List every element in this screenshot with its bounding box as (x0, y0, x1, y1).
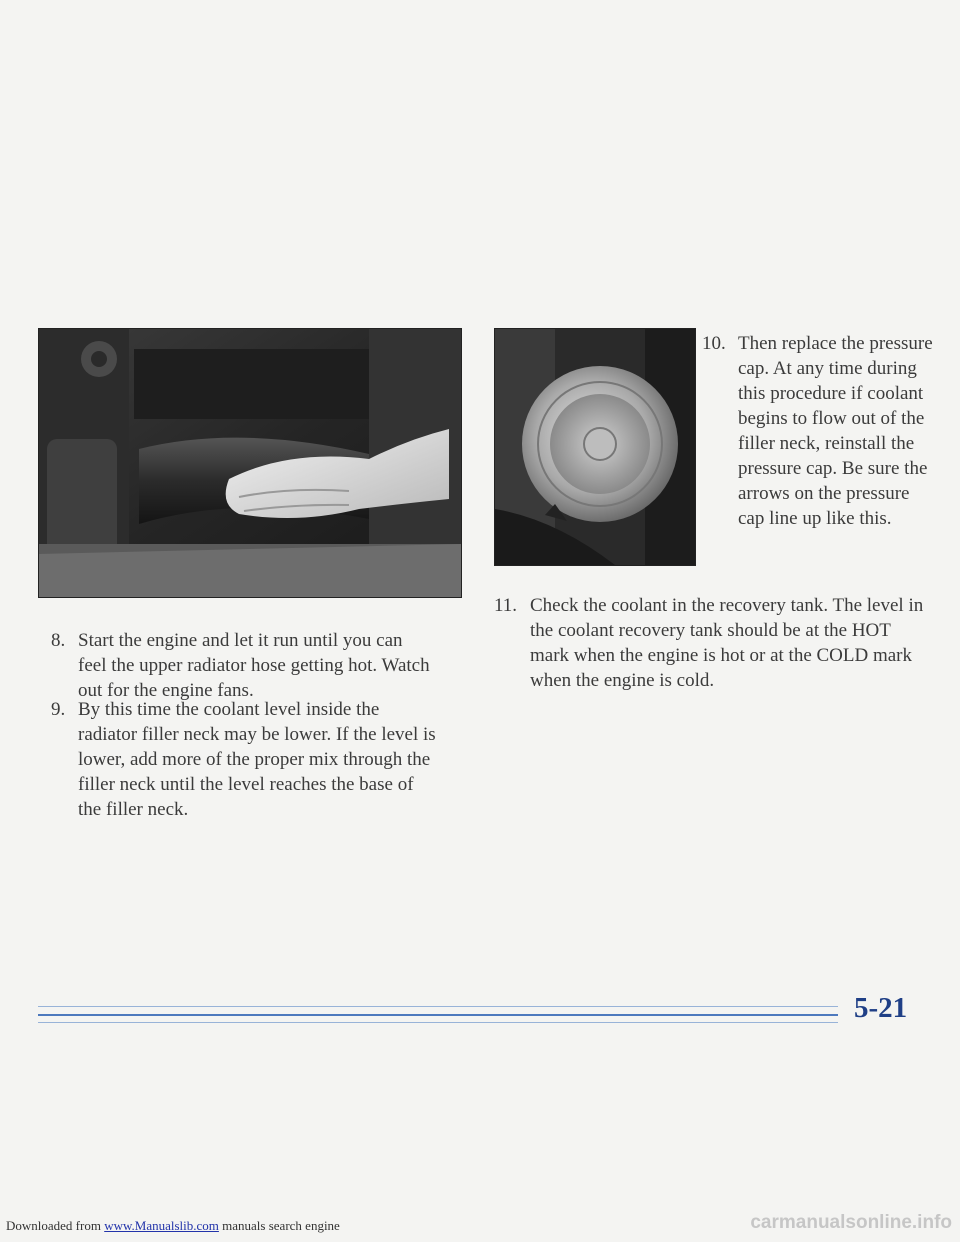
step-number: 8. (51, 630, 66, 651)
step-text: Then replace the pressure cap. At any time during this procedure if coolant begins to flow out of the filler neck, reinstall the pressure cap. Be sure the arrows on the pressure cap line up like this. (738, 333, 933, 529)
step-9 (51, 697, 436, 822)
step-number: 9. (51, 699, 66, 720)
pressure-cap-illustration (495, 329, 695, 565)
photo-hand-on-radiator-hose (38, 328, 462, 598)
step-text: Check the coolant in the recovery tank. The level in the coolant recovery tank should be at the HOT mark when the engine is hot or at the COLD mark when the engine is cold. (530, 595, 924, 691)
banner-suffix: manuals search engine (218, 1218, 340, 1233)
download-banner (6, 1218, 340, 1234)
footer-rule-bottom (38, 1022, 838, 1023)
step-10 (702, 331, 934, 531)
step-text: By this time the coolant level inside the radiator filler neck may be lower. If the level is lower, add more of the proper mix through the filler neck until the level reaches the base of the filler neck. (78, 699, 436, 820)
watermark: carmanualsonline.info (750, 1212, 952, 1233)
page-number: 5-21 (854, 992, 908, 1024)
step-11 (494, 593, 924, 693)
manualslib-link[interactable]: www.Manualslib.com (104, 1218, 219, 1233)
step-number: 11. (494, 595, 518, 616)
step-8 (51, 628, 431, 703)
hand-photo-illustration (39, 329, 461, 597)
footer-rule-top (38, 1006, 838, 1007)
step-number: 10. (702, 333, 726, 354)
step-text: Start the engine and let it run until you can feel the upper radiator hose getting hot. Watch out for the engine fans. (78, 630, 430, 701)
banner-prefix: Downloaded from (6, 1218, 105, 1233)
footer-rule-middle (38, 1014, 838, 1016)
photo-pressure-cap (494, 328, 696, 566)
